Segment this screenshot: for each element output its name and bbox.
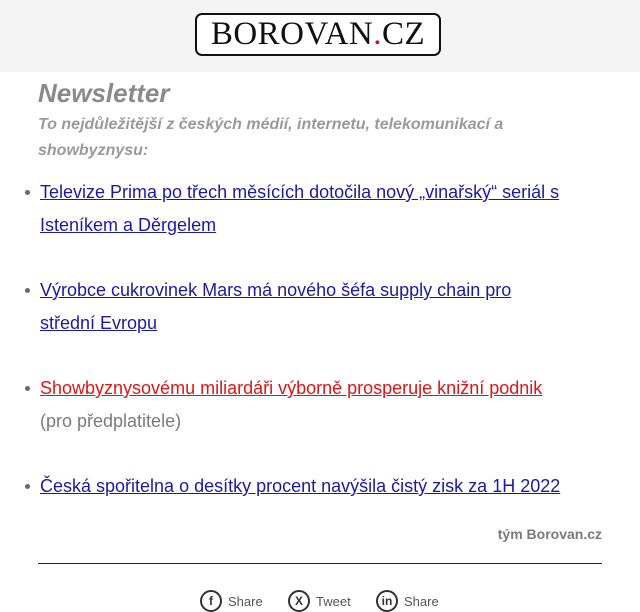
share-label: Tweet bbox=[316, 593, 351, 609]
newsletter-subtitle: To nejdůležitější z českých médií, internetu, telekomunikací a showbyznysu: bbox=[38, 116, 504, 159]
x-icon: X bbox=[288, 590, 310, 612]
bullet-icon bbox=[25, 386, 30, 391]
article-item bbox=[40, 372, 568, 438]
facebook-icon: f bbox=[200, 590, 222, 612]
signature: tým Borovan.cz bbox=[497, 526, 602, 542]
newsletter-title: Newsletter bbox=[38, 78, 170, 108]
header-bar bbox=[0, 0, 640, 72]
bullet-icon bbox=[25, 190, 30, 195]
article-link[interactable]: Televize Prima po třech měsících dotočila nový „vinařský“ seriál s Isteníkem a Děrgelem bbox=[40, 182, 560, 235]
bullet-icon bbox=[25, 288, 30, 293]
article-item bbox=[40, 274, 568, 340]
newsletter-content bbox=[38, 76, 602, 164]
article-link[interactable]: Česká spořitelna o desítky procent navýšila čistý zisk za 1H 2022 bbox=[40, 476, 561, 496]
share-linkedin-button[interactable] bbox=[376, 590, 439, 612]
borovan-logo[interactable] bbox=[195, 13, 441, 56]
share-tweet-button[interactable] bbox=[288, 590, 351, 612]
paid-note: (pro předplatitele) bbox=[40, 411, 182, 431]
bullet-icon bbox=[25, 484, 30, 489]
logo-dot: . bbox=[373, 16, 382, 52]
article-item bbox=[40, 470, 568, 503]
article-link[interactable]: Výrobce cukrovinek Mars má nového šéfa supply chain pro střední Evropu bbox=[40, 280, 512, 333]
article-item bbox=[40, 176, 568, 242]
share-label: Share bbox=[228, 593, 263, 609]
linkedin-icon: in bbox=[376, 590, 398, 612]
divider bbox=[38, 563, 602, 564]
logo-tld: CZ bbox=[382, 16, 426, 52]
share-facebook-button[interactable] bbox=[200, 590, 263, 612]
article-link-paid[interactable]: Showbyznysovému miliardáři výborně prosperuje knižní podnik bbox=[40, 378, 543, 398]
share-label: Share bbox=[404, 593, 439, 609]
logo-name: BOROVAN bbox=[210, 16, 374, 52]
